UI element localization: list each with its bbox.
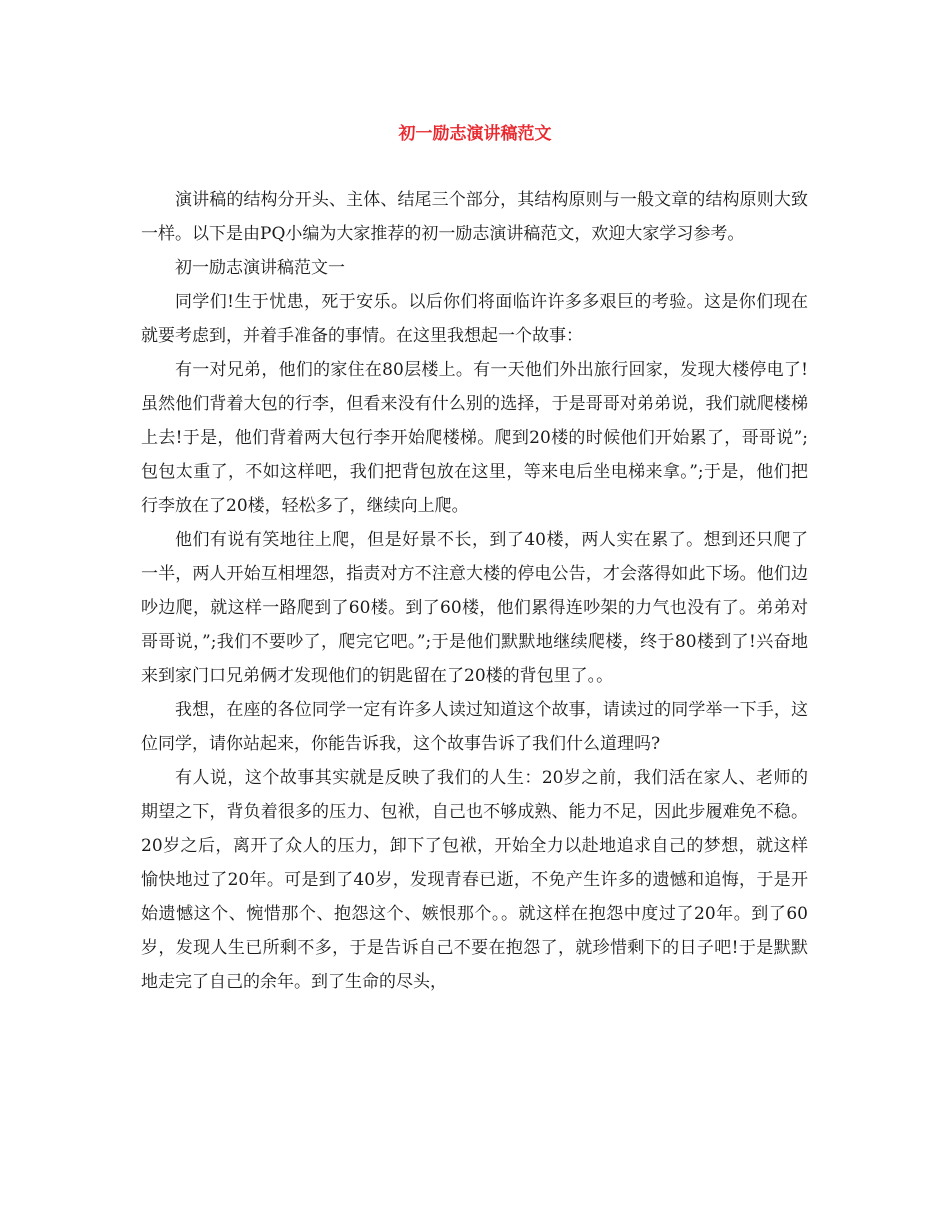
- paragraph: 我想，在座的各位同学一定有许多人读过知道这个故事，请读过的同学举一下手，这位同学，请你站起来，你能告诉我，这个故事告诉了我们什么道理吗?: [141, 700, 808, 754]
- paragraph: 同学们!生于忧患，死于安乐。以后你们将面临许许多多艰巨的考验。这是你们现在就要考虑到，并着手准备的事情。在这里我想起一个故事：: [141, 292, 808, 346]
- document-body: [141, 183, 808, 999]
- document-title: 初一励志演讲稿范文: [398, 124, 552, 144]
- paragraph: 演讲稿的结构分开头、主体、结尾三个部分，其结构原则与一般文章的结构原则大致一样。以下是由PQ小编为大家推荐的初一励志演讲稿范文，欢迎大家学习参考。: [141, 190, 808, 244]
- paragraph: 有一对兄弟，他们的家住在80层楼上。有一天他们外出旅行回家，发现大楼停电了!虽然他们背着大包的行李，但看来没有什么别的选择，于是哥哥对弟弟说，我们就爬楼梯上去!于是，他们背着两大包行李开始爬楼梯。爬到20楼的时候他们开始累了，哥哥说”;包包太重了，不如这样吧，我们把背包放在这里，等来电后坐电梯来拿。”;于是，他们把行李放在了20楼，轻松多了，继续向上爬。: [141, 360, 808, 516]
- paragraph: 他们有说有笑地往上爬，但是好景不长，到了40楼，两人实在累了。想到还只爬了一半，两人开始互相埋怨，指责对方不注意大楼的停电公告，才会落得如此下场。他们边吵边爬，就这样一路爬到了60楼。到了60楼，他们累得连吵架的力气也没有了。弟弟对哥哥说，”;我们不要吵了，爬完它吧。”;于是他们默默地继续爬楼，终于80楼到了!兴奋地来到家门口兄弟俩才发现他们的钥匙留在了20楼的背包里了。。: [141, 530, 808, 686]
- section-heading: 初一励志演讲稿范文一: [175, 258, 345, 278]
- paragraph: 有人说，这个故事其实就是反映了我们的人生：20岁之前，我们活在家人、老师的期望之下，背负着很多的压力、包袱，自己也不够成熟、能力不足，因此步履难免不稳。20岁之后，离开了众人的压力，卸下了包袱，开始全力以赴地追求自己的梦想，就这样愉快地过了20年。可是到了40岁，发现青春已逝，不免产生许多的遗憾和追悔，于是开始遗憾这个、惋惜那个、抱怨这个、嫉恨那个。。就这样在抱怨中度过了20年。到了60岁，发现人生已所剩不多，于是告诉自己不要在抱怨了，就珍惜剩下的日子吧!于是默默地走完了自己的余年。到了生命的尽头，: [141, 768, 808, 992]
